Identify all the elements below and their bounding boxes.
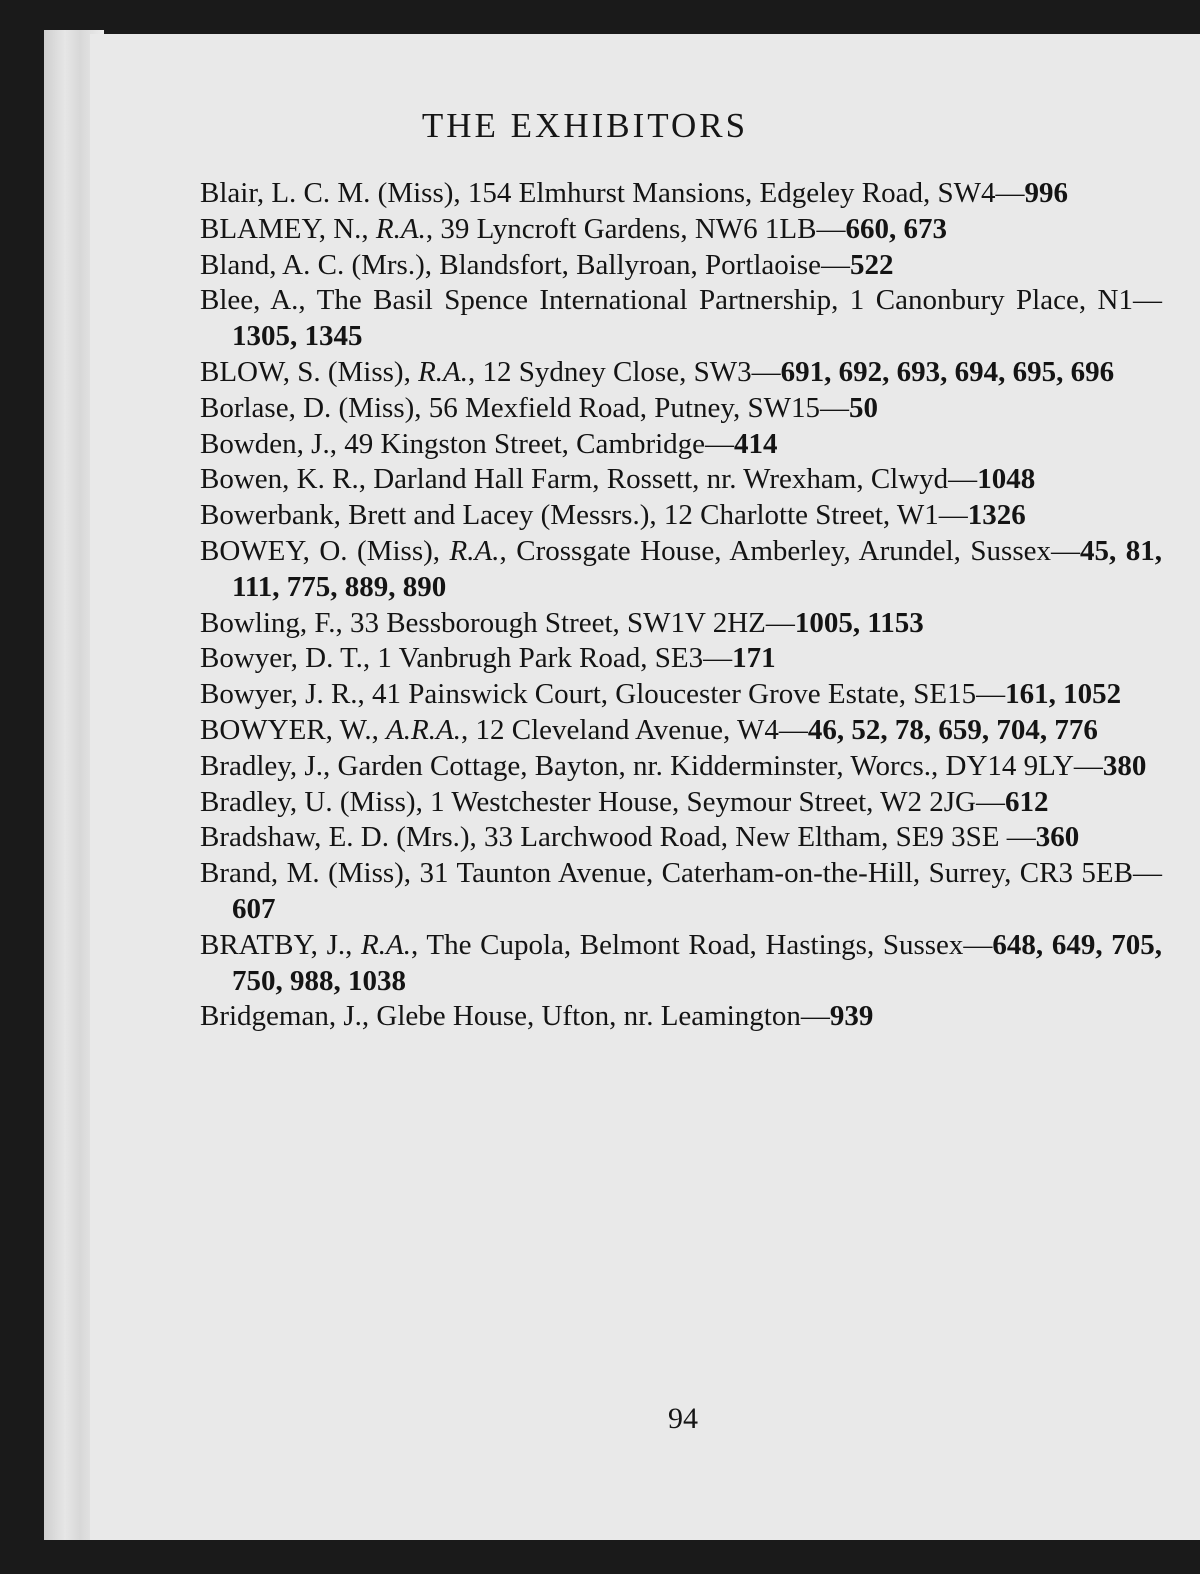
- entry-catalogue-numbers: 50: [848, 391, 878, 424]
- entry-text: Bridgeman, J., Glebe House, Ufton, nr. Leamington—: [200, 1000, 830, 1033]
- exhibitor-entry: [200, 283, 1162, 355]
- entry-catalogue-numbers: 46, 52, 78, 659, 704, 776: [807, 713, 1098, 746]
- entry-honour: A.R.A.: [386, 713, 461, 746]
- exhibitor-entry: [200, 176, 1162, 212]
- entry-catalogue-numbers: 1326: [967, 499, 1026, 532]
- exhibitor-entry: [200, 749, 1162, 785]
- entry-text: Bowling, F., 33 Bessborough Street, SW1V 2HZ—: [200, 606, 795, 639]
- entry-catalogue-numbers: 1048: [977, 463, 1036, 496]
- entry-text: Bradshaw, E. D. (Mrs.), 33 Larchwood Road, New Eltham, SE9 3SE —: [200, 821, 1036, 854]
- exhibitor-entry: [200, 856, 1162, 928]
- entry-text: Bland, A. C. (Mrs.), Blandsfort, Ballyroan, Portlaoise—: [200, 248, 851, 281]
- entry-catalogue-numbers: 660, 673: [845, 212, 947, 245]
- entry-catalogue-numbers: 612: [1004, 785, 1049, 818]
- exhibitor-entry: [200, 785, 1162, 821]
- entry-honour: R.A.: [418, 355, 469, 388]
- entry-address: , 39 Lyncroft Gardens, NW6 1LB—: [425, 212, 846, 245]
- entry-text: BOWEY, O. (Miss),: [200, 534, 450, 567]
- exhibitor-entry: [200, 248, 1162, 284]
- entry-text: BOWYER, W.,: [200, 713, 387, 746]
- entry-text: BLOW, S. (Miss),: [200, 355, 419, 388]
- entry-address: , 12 Cleveland Avenue, W4—: [461, 713, 808, 746]
- exhibitor-entry: [200, 391, 1162, 427]
- exhibitor-entry: [200, 534, 1162, 606]
- entry-catalogue-numbers: 522: [850, 248, 894, 281]
- entry-text: Bowen, K. R., Darland Hall Farm, Rossett, nr. Wrexham, Clwyd—: [200, 463, 978, 496]
- entry-catalogue-numbers: 607: [232, 892, 276, 925]
- entry-catalogue-numbers: 939: [829, 1000, 874, 1033]
- entry-catalogue-numbers: 648, 649, 705, 750, 988, 1038: [232, 928, 1162, 997]
- entry-text: Borlase, D. (Miss), 56 Mexfield Road, Putney, SW15—: [200, 391, 849, 424]
- entry-catalogue-numbers: 380: [1102, 749, 1147, 782]
- entry-address: , 12 Sydney Close, SW3—: [468, 355, 781, 388]
- entry-honour: R.A.: [361, 928, 411, 961]
- entry-text: Bradley, U. (Miss), 1 Westchester House, Seymour Street, W2 2JG—: [200, 785, 1005, 818]
- entry-catalogue-numbers: 1005, 1153: [794, 606, 924, 639]
- entry-text: Bowerbank, Brett and Lacey (Messrs.), 12 Charlotte Street, W1—: [200, 499, 968, 532]
- exhibitor-entry: [200, 462, 1162, 498]
- entry-catalogue-numbers: 691, 692, 693, 694, 695, 696: [780, 355, 1115, 388]
- page-number: 94: [668, 1402, 698, 1435]
- entry-catalogue-numbers: 996: [1024, 177, 1068, 209]
- exhibitor-entry: [200, 212, 1162, 248]
- entry-text: Blee, A., The Basil Spence International Partnership, 1 Canonbury Place, N1—: [200, 284, 1162, 317]
- entry-text: Blair, L. C. M. (Miss), 154 Elmhurst Mansions, Edgeley Road, SW4—: [200, 177, 1025, 209]
- exhibitor-entry: [200, 928, 1162, 1000]
- entry-catalogue-numbers: 171: [732, 642, 776, 675]
- entry-text: Brand, M. (Miss), 31 Taunton Avenue, Caterham-on-the-Hill, Surrey, CR3 5EB—: [200, 857, 1162, 890]
- entry-catalogue-numbers: 161, 1052: [1005, 678, 1122, 711]
- entry-catalogue-numbers: 45, 81, 111, 775, 889, 890: [232, 534, 1163, 603]
- entry-honour: R.A.: [449, 534, 500, 567]
- entry-text: BLAMEY, N.,: [200, 212, 376, 245]
- entry-text: Bowden, J., 49 Kingston Street, Cambridge—: [200, 427, 735, 460]
- exhibitor-entry: [200, 606, 1162, 642]
- exhibitor-entry: [200, 355, 1162, 391]
- entry-text: BRATBY, J.,: [200, 928, 362, 961]
- entry-text: Bradley, J., Garden Cottage, Bayton, nr. Kidderminster, Worcs., DY14 9LY—: [200, 749, 1103, 782]
- exhibitor-entry: [200, 999, 1162, 1035]
- entry-address: , The Cupola, Belmont Road, Hastings, Sussex—: [410, 928, 993, 961]
- exhibitor-entry: [200, 427, 1162, 463]
- exhibitor-entry: [200, 713, 1162, 749]
- entry-catalogue-numbers: 414: [734, 427, 778, 460]
- exhibitor-entry: [200, 498, 1162, 534]
- entry-honour: R.A.: [375, 212, 426, 245]
- exhibitor-entry: [200, 641, 1162, 677]
- page-title: THE EXHIBITORS: [421, 106, 749, 145]
- exhibitor-entry: [200, 677, 1162, 713]
- entry-address: , Crossgate House, Amberley, Arundel, Sussex—: [499, 534, 1080, 567]
- exhibitor-list: [200, 176, 1162, 1035]
- entry-catalogue-numbers: 1305, 1345: [232, 320, 363, 353]
- exhibitor-entry: [200, 820, 1162, 856]
- entry-text: Bowyer, J. R., 41 Painswick Court, Gloucester Grove Estate, SE15—: [200, 678, 1006, 711]
- entry-catalogue-numbers: 360: [1035, 821, 1080, 854]
- entry-text: Bowyer, D. T., 1 Vanbrugh Park Road, SE3—: [200, 642, 733, 675]
